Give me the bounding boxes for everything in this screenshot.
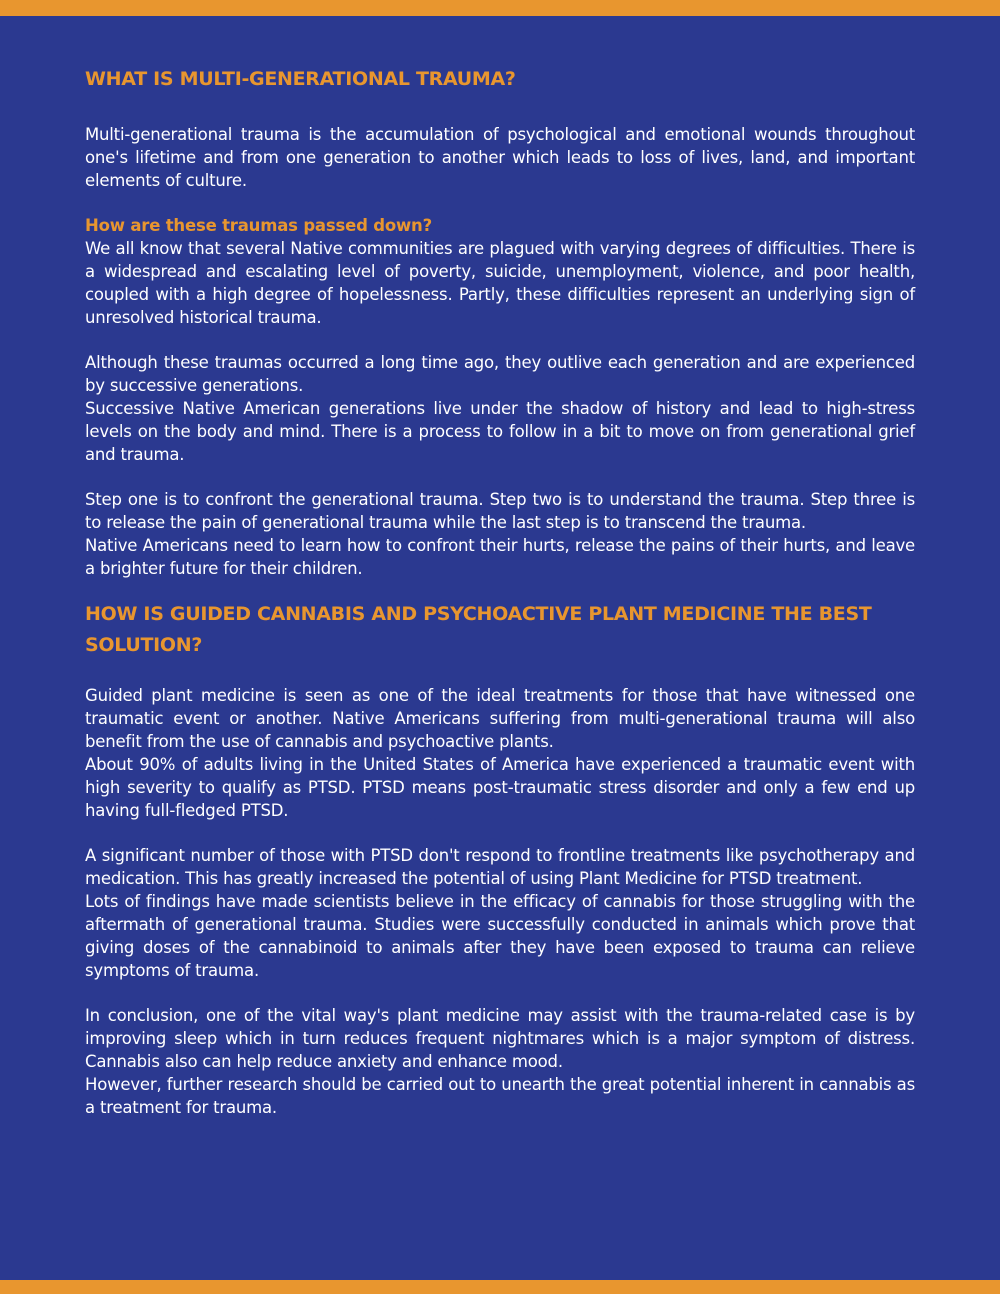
- bottom-accent-bar: [0, 1280, 1000, 1294]
- section-heading-multigenerational-trauma: WHAT IS MULTI-GENERATIONAL TRAUMA?: [85, 68, 516, 90]
- paragraph-frontline-treatments: A significant number of those with PTSD don't respond to frontline treatments like psychotherapy and medication. This has greatly increased the potential of using Plant Medicine for PTSD treatment.: [85, 846, 915, 888]
- paragraph-outlive-generations: Although these traumas occurred a long time ago, they outlive each generation and are experienced by successive generations.: [85, 353, 915, 395]
- paragraph-ptsd-statistics: About 90% of adults living in the United States of America have experienced a traumatic event with high severity to qualify as PTSD. PTSD means post-traumatic stress disorder and only a few end up having full-fledged PTSD.: [85, 755, 915, 820]
- paragraph-guided-plant-medicine: Guided plant medicine is seen as one of the ideal treatments for those that have witnessed one traumatic event or another. Native Americans suffering from multi-generational trauma will also benefit from the use of cannabis and psychoactive plants.: [85, 686, 915, 751]
- paragraph-conclusion: In conclusion, one of the vital way's plant medicine may assist with the trauma-related case is by improving sleep which in turn reduces frequent nightmares which is a major symptom of distress. Cannabis also can help reduce anxiety and enhance mood.: [85, 1006, 915, 1071]
- paragraph-further-research: However, further research should be carried out to unearth the great potential inherent in cannabis as a treatment for trauma.: [85, 1075, 915, 1117]
- article-body: [85, 64, 915, 1119]
- top-accent-bar: [0, 0, 1000, 16]
- paragraph-confront-hurts: Native Americans need to learn how to confront their hurts, release the pains of their hurts, and leave a brighter future for their children.: [85, 536, 915, 578]
- paragraph-cannabis-findings: Lots of findings have made scientists believe in the efficacy of cannabis for those struggling with the aftermath of generational trauma. Studies were successfully conducted in animals which prove that giving doses of the cannabinoid to animals after they have been exposed to trauma can relieve symptoms of trauma.: [85, 892, 915, 980]
- section-heading-plant-medicine: HOW IS GUIDED CANNABIS AND PSYCHOACTIVE PLANT MEDICINE THE BEST SOLUTION?: [85, 603, 872, 656]
- subheading-passed-down: How are these traumas passed down?: [85, 216, 432, 235]
- paragraph-steps: Step one is to confront the generational trauma. Step two is to understand the trauma. Step three is to release the pain of generational trauma while the last step is to transcend the trauma.: [85, 490, 915, 532]
- paragraph-high-stress: Successive Native American generations live under the shadow of history and lead to high-stress levels on the body and mind. There is a process to follow in a bit to move on from generational grief and trauma.: [85, 399, 915, 464]
- paragraph-native-difficulties: We all know that several Native communities are plagued with varying degrees of difficulties. There is a widespread and escalating level of poverty, suicide, unemployment, violence, and poor health, coupled with a high degree of hopelessness. Partly, these difficulties represent an underlying sign of unresolved historical trauma.: [85, 239, 915, 327]
- paragraph-definition: Multi-generational trauma is the accumulation of psychological and emotional wounds throughout one's lifetime and from one generation to another which leads to loss of lives, land, and important elements of culture.: [85, 125, 915, 190]
